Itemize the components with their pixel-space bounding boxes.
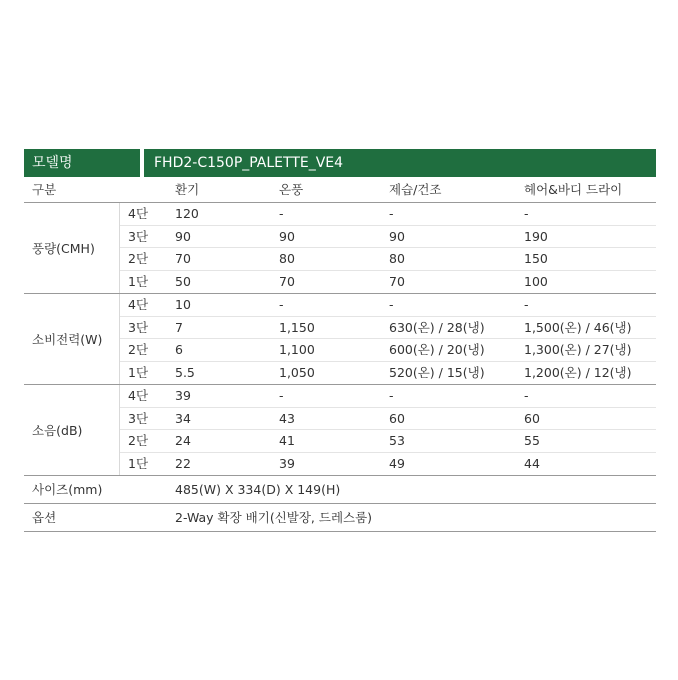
- table-cell: 150: [524, 251, 548, 266]
- table-cell: 7: [175, 319, 183, 335]
- table-cell: 39: [175, 388, 191, 403]
- stage-label: 4단: [128, 297, 149, 312]
- table-cell: -: [524, 297, 529, 312]
- column-ventilation: 환기: [175, 182, 200, 197]
- spec-group: [24, 294, 656, 385]
- size-row: [24, 476, 656, 504]
- stage-label: 3단: [128, 228, 149, 244]
- spec-group: [24, 203, 656, 294]
- table-cell: 1,100: [279, 342, 315, 357]
- column-warm-air: 온풍: [279, 182, 304, 197]
- size-value: 485(W) X 334(D) X 149(H): [175, 482, 341, 497]
- table-cell: 50: [175, 273, 191, 289]
- table-cell: 49: [389, 455, 405, 471]
- table-cell: 600(온) / 20(냉): [389, 342, 485, 357]
- table-cell: 120: [175, 206, 199, 221]
- table-cell: -: [389, 206, 394, 221]
- size-label: 사이즈(mm): [32, 482, 103, 497]
- table-cell: 70: [279, 273, 295, 289]
- table-cell: 70: [389, 273, 405, 289]
- table-cell: -: [279, 297, 284, 312]
- model-label: 모델명: [24, 149, 140, 177]
- stage-label: 2단: [128, 251, 149, 266]
- table-cell: -: [389, 388, 394, 403]
- table-row: [120, 362, 656, 385]
- table-cell: -: [389, 297, 394, 312]
- table-row: [120, 294, 656, 317]
- stage-label: 4단: [128, 206, 149, 221]
- table-cell: 1,300(온) / 27(냉): [524, 342, 632, 357]
- table-row: [120, 453, 656, 476]
- table-cell: 80: [279, 251, 295, 266]
- table-cell: 24: [175, 433, 191, 448]
- table-cell: 6: [175, 342, 183, 357]
- table-cell: 1,050: [279, 364, 315, 380]
- table-cell: 520(온) / 15(냉): [389, 364, 485, 380]
- table-cell: 630(온) / 28(냉): [389, 319, 485, 335]
- table-cell: 80: [389, 251, 405, 266]
- table-cell: -: [524, 388, 529, 403]
- table-cell: 90: [279, 228, 295, 244]
- table-cell: 90: [175, 228, 191, 244]
- stage-label: 3단: [128, 319, 149, 335]
- table-cell: 55: [524, 433, 540, 448]
- table-cell: 70: [175, 251, 191, 266]
- table-cell: -: [524, 206, 529, 221]
- column-header-row: [24, 177, 656, 203]
- table-cell: 43: [279, 410, 295, 426]
- stage-label: 1단: [128, 455, 149, 471]
- table-cell: 90: [389, 228, 405, 244]
- stage-label: 4단: [128, 388, 149, 403]
- table-row: [120, 430, 656, 453]
- table-cell: 44: [524, 455, 540, 471]
- table-row: [120, 317, 656, 340]
- table-row: [120, 339, 656, 362]
- table-cell: 10: [175, 297, 191, 312]
- table-row: [120, 203, 656, 226]
- stage-label: 1단: [128, 364, 149, 380]
- table-cell: 190: [524, 228, 548, 244]
- table-cell: 1,500(온) / 46(냉): [524, 319, 632, 335]
- table-row: [120, 385, 656, 408]
- table-cell: 53: [389, 433, 405, 448]
- group-label: 소음(dB): [24, 385, 120, 475]
- column-dehumidify: 제습/건조: [389, 182, 442, 197]
- table-cell: 1,200(온) / 12(냉): [524, 364, 632, 380]
- table-cell: -: [279, 388, 284, 403]
- model-value: FHD2-C150P_PALETTE_VE4: [144, 149, 656, 177]
- table-cell: 41: [279, 433, 295, 448]
- option-row: [24, 504, 656, 532]
- table-cell: 39: [279, 455, 295, 471]
- table-cell: 34: [175, 410, 191, 426]
- stage-label: 3단: [128, 410, 149, 426]
- spec-table: [24, 149, 656, 532]
- table-row: [120, 226, 656, 249]
- table-cell: 5.5: [175, 364, 195, 380]
- table-cell: 22: [175, 455, 191, 471]
- group-label: 풍량(CMH): [24, 203, 120, 293]
- group-label: 소비전력(W): [24, 294, 120, 384]
- option-value: 2-Way 확장 배기(신발장, 드레스룸): [175, 510, 373, 525]
- option-label: 옵션: [32, 510, 57, 525]
- table-cell: 100: [524, 273, 548, 289]
- model-header: [24, 149, 656, 177]
- stage-label: 2단: [128, 433, 149, 448]
- table-row: [120, 408, 656, 431]
- table-row: [120, 271, 656, 294]
- stage-label: 2단: [128, 342, 149, 357]
- column-hair-body-dry: 헤어&바디 드라이: [524, 182, 623, 197]
- table-cell: 1,150: [279, 319, 315, 335]
- stage-label: 1단: [128, 273, 149, 289]
- table-cell: -: [279, 206, 284, 221]
- spec-group: [24, 385, 656, 476]
- table-row: [120, 248, 656, 271]
- table-cell: 60: [524, 410, 540, 426]
- table-cell: 60: [389, 410, 405, 426]
- category-header: 구분: [32, 182, 57, 197]
